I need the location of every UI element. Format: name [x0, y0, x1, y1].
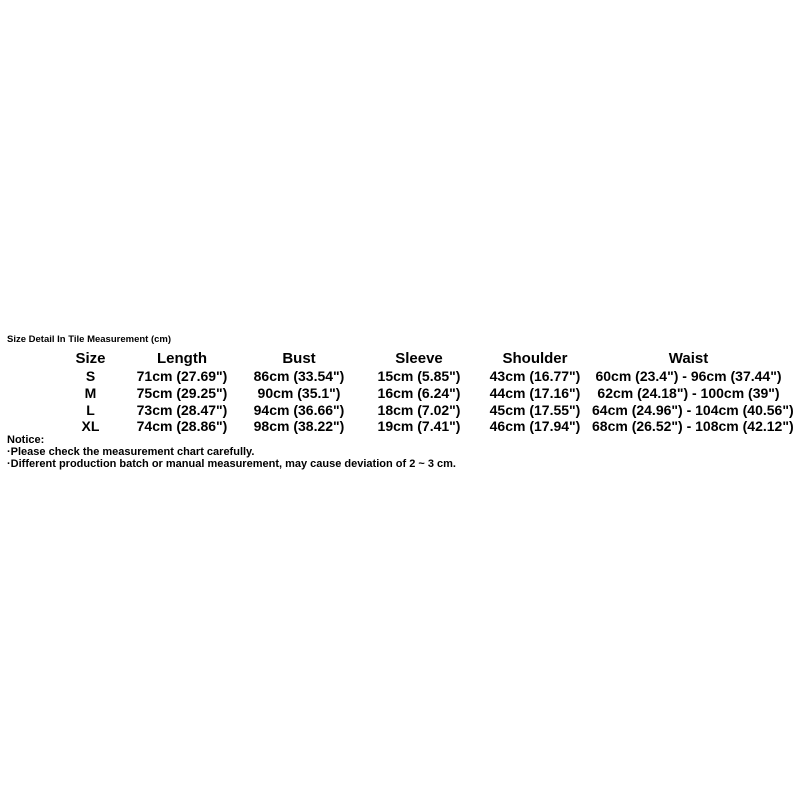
cell-shoulder: 44cm (17.16")	[489, 385, 581, 402]
cell-size: S	[85, 368, 96, 385]
cell-length: 71cm (27.69")	[136, 368, 228, 385]
size-table	[55, 348, 794, 435]
cell-length: 75cm (29.25")	[136, 385, 228, 402]
size-chart-title: Size Detail In Tile Measurement (cm)	[7, 334, 172, 345]
cell-size: M	[84, 385, 97, 402]
cell-sleeve: 16cm (6.24")	[377, 385, 461, 402]
size-table-header-row	[55, 348, 785, 368]
size-row-m	[55, 385, 785, 402]
cell-length: 73cm (28.47")	[136, 401, 228, 418]
cell-shoulder: 45cm (17.55")	[489, 401, 581, 418]
cell-bust: 86cm (33.54")	[253, 368, 345, 385]
col-header-size: Size	[75, 349, 106, 367]
notice-section	[7, 434, 456, 471]
cell-bust: 98cm (38.22")	[253, 418, 345, 435]
col-header-sleeve: Sleeve	[395, 349, 443, 367]
notice-item: ·Please check the measurement chart carefully.	[7, 446, 255, 459]
size-row-l	[55, 401, 785, 418]
cell-sleeve: 18cm (7.02")	[377, 401, 461, 418]
col-header-shoulder: Shoulder	[502, 349, 568, 367]
cell-waist: 62cm (24.18") - 100cm (39")	[597, 385, 780, 402]
cell-waist: 64cm (24.96") - 104cm (40.56")	[592, 401, 794, 418]
col-header-waist: Waist	[668, 349, 709, 367]
cell-shoulder: 46cm (17.94")	[489, 418, 581, 435]
cell-bust: 94cm (36.66")	[253, 401, 345, 418]
cell-size: L	[86, 401, 95, 418]
cell-bust: 90cm (35.1")	[257, 385, 341, 402]
notice-item: ·Different production batch or manual measurement, may cause deviation of 2 ~ 3 cm.	[7, 458, 456, 471]
cell-length: 74cm (28.86")	[136, 418, 228, 435]
cell-sleeve: 15cm (5.85")	[377, 368, 461, 385]
size-row-xl	[55, 418, 785, 435]
col-header-bust: Bust	[282, 349, 316, 367]
col-header-length: Length	[157, 349, 207, 367]
size-row-s	[55, 368, 785, 385]
notice-label: Notice:	[7, 434, 45, 446]
cell-shoulder: 43cm (16.77")	[489, 368, 581, 385]
cell-waist: 68cm (26.52") - 108cm (42.12")	[592, 418, 794, 435]
cell-sleeve: 19cm (7.41")	[377, 418, 461, 435]
cell-waist: 60cm (23.4") - 96cm (37.44")	[595, 368, 782, 385]
cell-size: XL	[81, 418, 100, 435]
